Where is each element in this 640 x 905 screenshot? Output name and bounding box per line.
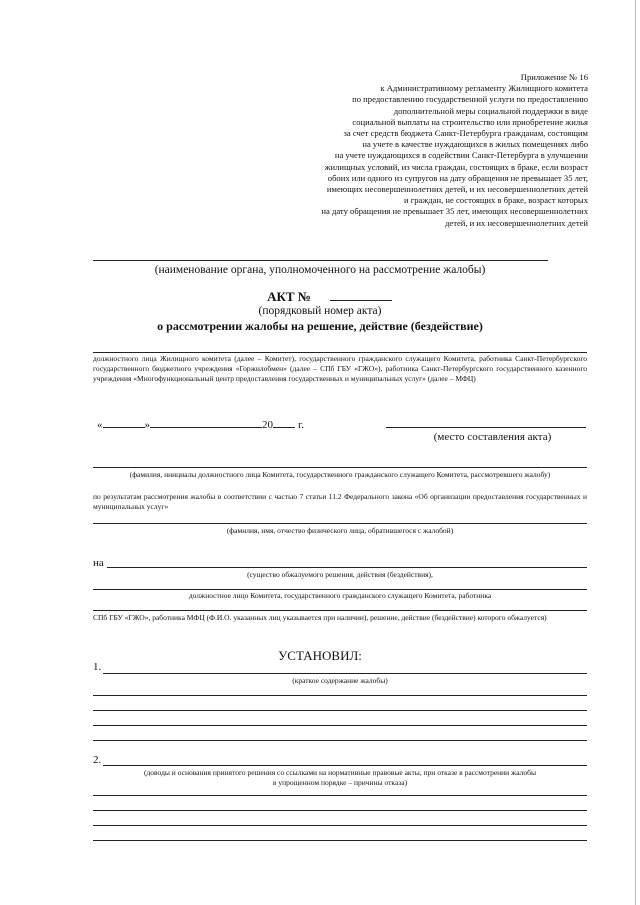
official-line-text: должностное лицо Комитета, государственного гражданского служащего Комитета, работника <box>188 591 492 600</box>
decision-essence-caption: (существо обжалуемого решения, действия (бездействия), <box>247 570 433 579</box>
appendix-line: по предоставлению государственной услуги по предоставлению <box>352 94 588 105</box>
item-2-line[interactable] <box>103 765 587 766</box>
item-1-line[interactable] <box>103 673 587 674</box>
item-2-line[interactable] <box>93 825 587 826</box>
place-caption: (место составления акта) <box>433 431 552 443</box>
item-2-line[interactable] <box>93 810 587 811</box>
appendix-line: к Административному регламенту Жилищного комитета <box>380 83 588 94</box>
scan-edge <box>635 0 636 905</box>
appendix-line: жилищных условий, из числа граждан, состоящих в браке, если возраст <box>324 161 588 172</box>
date-open-quote: « <box>97 419 103 431</box>
na-label: на <box>93 557 104 569</box>
legal-basis-text: по результатам рассмотрения жалобы в соответствии с частью 7 статьи 11.2 Федерального закона «Об организации предоставления государственных и муниципальных услуг» <box>93 492 587 511</box>
official-fio-caption: (фамилия, инициалы должностного лица Комитета, государственного гражданского служащего Комитета, рассмотревшего жалобу) <box>129 470 551 479</box>
appendix-line: и граждан, не состоящих в браке, возраст которых <box>403 195 588 206</box>
item-2-caption-1: (доводы и основания принятого решения со ссылками на нормативные правовые акты, при отказе в рассмотрении жалобы <box>143 768 536 777</box>
item-1-line[interactable] <box>93 695 587 696</box>
akt-number-field[interactable] <box>330 300 392 301</box>
year-prefix: 20 <box>262 419 273 431</box>
appendix-line: имеющих несовершеннолетних детей, и их несовершеннолетних детей <box>326 184 588 195</box>
place-field[interactable] <box>386 427 586 428</box>
item-1-line[interactable] <box>93 725 587 726</box>
item-2-caption-2: в упрощенном порядке – причины отказа) <box>272 778 408 787</box>
item-2-line[interactable] <box>93 840 587 841</box>
year-field[interactable] <box>273 416 295 428</box>
established-heading: УСТАНОВИЛ: <box>278 648 362 663</box>
official-line-2[interactable] <box>93 589 587 590</box>
appendix-line: детей, и их несовершеннолетних детей <box>445 217 588 228</box>
appendix-header <box>258 72 588 229</box>
date-close-quote: » <box>144 419 150 431</box>
item-2-line[interactable] <box>93 795 587 796</box>
complaint-subject-line[interactable] <box>93 352 587 353</box>
appendix-line: дополнительной меры социальной поддержки в виде <box>393 105 588 116</box>
akt-heading: о рассмотрении жалобы на решение, действие (бездействие) <box>157 319 483 333</box>
item-1-number: 1. <box>93 661 102 673</box>
official-description-text: должностного лица Жилищного комитета (далее – Комитет), государственного гражданского служащего Комитета, работника Санкт-Петербургского государственного бюджетного учреждения «Горжилобмен» (далее – СПб ГБУ «ГЖО»), работника Санкт-Петербургского государственного казенного учреждения «Многофункциональный центр предоставления государственных и муниципальных услуг» (далее – МФЦ) <box>93 354 587 383</box>
decision-essence-line[interactable] <box>107 567 587 568</box>
appendix-line: за счет средств бюджета Санкт-Петербурга гражданам, состоящим <box>343 128 588 139</box>
official-line-3[interactable] <box>93 610 587 611</box>
item-2-number: 2. <box>93 754 102 766</box>
appendix-line: на учете нуждающихся в содействии Санкт-Петербурга в улучшении <box>334 150 588 161</box>
date-field <box>97 416 304 431</box>
appendix-line: на учете в качестве нуждающихся в жилых помещениях либо <box>362 139 588 150</box>
official-fio-line[interactable] <box>93 467 587 468</box>
applicant-fio-line[interactable] <box>93 523 587 524</box>
appendix-line: социальной выплаты на строительство или приобретение жилья <box>352 116 588 127</box>
item-1-caption: (краткое содержание жалобы) <box>292 676 388 685</box>
organ-name-line <box>93 260 548 261</box>
appendix-line: обоих или одного из супругов на дату обращения не превышает 35 лет, <box>327 172 588 183</box>
appealed-decision-text: СПб ГБУ «ГЖО», работника МФЦ (Ф.И.О. указанных лиц указывается при наличии), решение, действие (бездействие) которого обжалуется) <box>93 613 547 622</box>
applicant-fio-caption: (фамилия, имя, отчество физического лица, обратившегося с жалобой) <box>226 526 454 535</box>
akt-number-caption: (порядковый номер акта) <box>258 305 382 317</box>
appendix-line: Приложение № 16 <box>520 72 588 82</box>
item-1-line[interactable] <box>93 710 587 711</box>
appendix-line: на дату обращения не превышает 35 лет, имеющих несовершеннолетних <box>321 206 588 217</box>
year-suffix: г. <box>298 419 305 431</box>
day-field[interactable] <box>103 416 145 428</box>
akt-title-text: АКТ № <box>267 289 311 304</box>
item-1-line[interactable] <box>93 740 587 741</box>
month-field[interactable] <box>150 416 262 428</box>
organ-name-caption: (наименование органа, уполномоченного на рассмотрение жалобы) <box>154 264 486 276</box>
akt-title <box>200 289 440 305</box>
